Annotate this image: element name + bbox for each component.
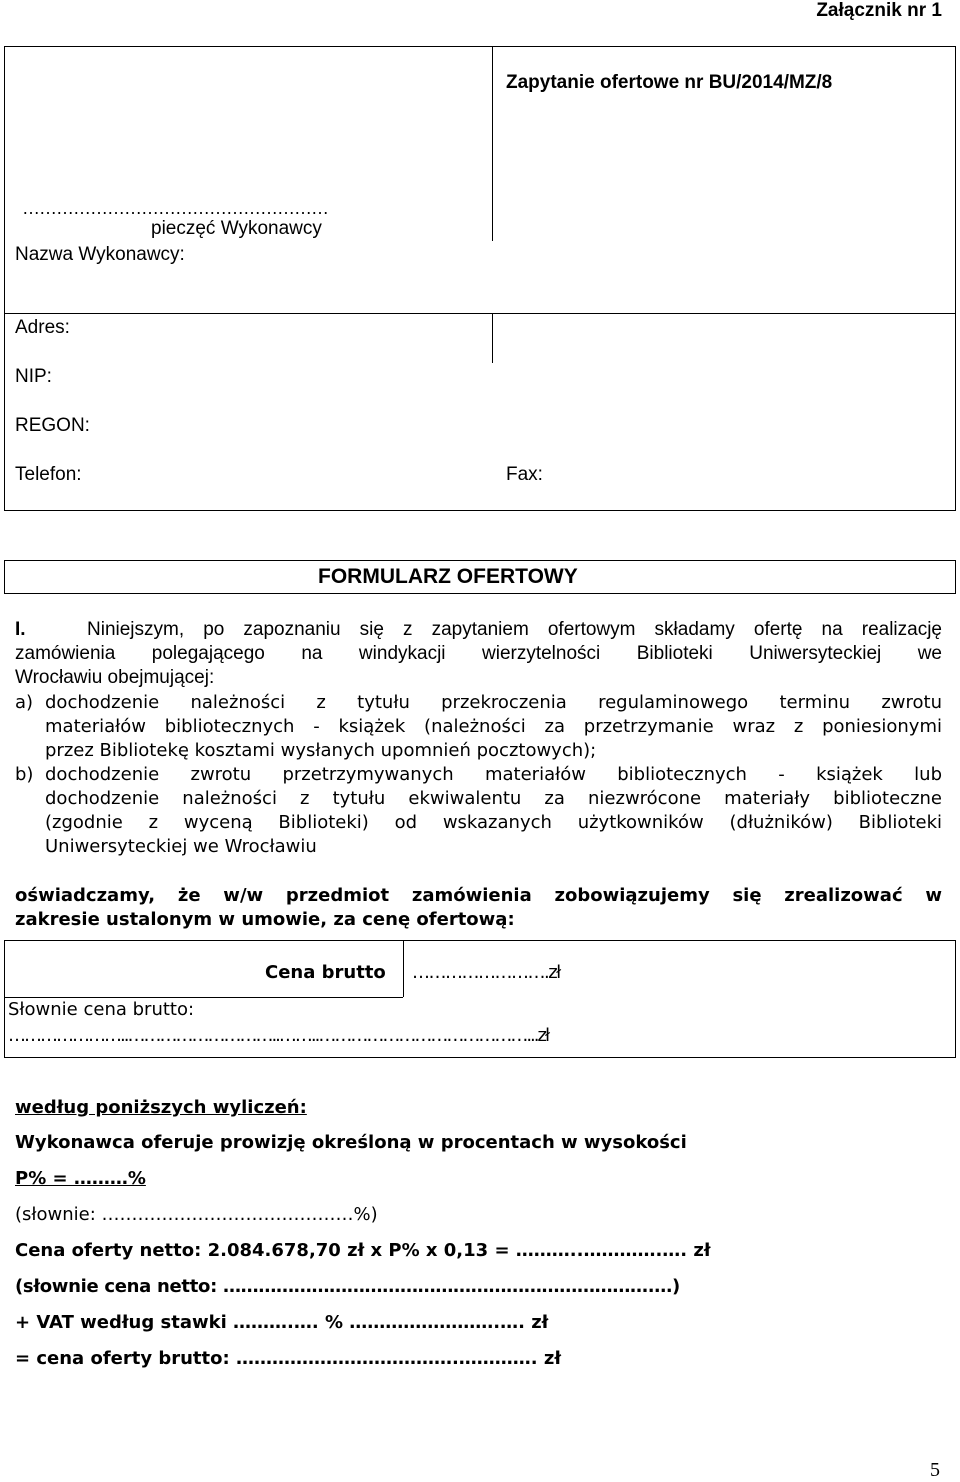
address-label: Adres:: [15, 317, 70, 338]
item-b-line: (zgodnie z wyceną Biblioteki) od wskazanych użytkowników (dłużników) Biblioteki: [45, 812, 942, 833]
item-b-line: dochodzenie zwrotu przetrzymywanych materiałów bibliotecznych - książek lub: [45, 764, 942, 785]
item-b-line: Uniwersyteckiej we Wrocławiu: [45, 836, 317, 857]
vat-line[interactable]: + VAT według stawki ……….…. % …………………….…. zł: [15, 1312, 549, 1333]
address-divider: [492, 313, 493, 363]
net-price-words[interactable]: (słownie cena netto: ……………………………………………………………….…): [15, 1276, 680, 1297]
stamp-dots: ………………………………………………: [22, 198, 328, 218]
item-a-line: materiałów bibliotecznych - książek (należności za przetrzymanie wraz z poniesionymi: [45, 716, 942, 737]
nip-label: NIP:: [15, 366, 52, 387]
name-divider: [5, 313, 955, 314]
commission-line: Wykonawca oferuje prowizję określoną w procentach w wysokości: [15, 1132, 687, 1153]
attachment-label: Załącznik nr 1: [816, 0, 942, 21]
gross-words-value[interactable]: …………………..………………………..……..…………………………………...zł: [8, 1025, 549, 1046]
percentage-line[interactable]: P% = ………%: [15, 1168, 146, 1189]
item-b-line: dochodzenie należności z tytułu ekwiwalentu za niezwrócone materiały biblioteczne: [45, 788, 942, 809]
gross-price-value[interactable]: …………………….zł: [412, 962, 560, 983]
net-price-line[interactable]: Cena oferty netto: 2.084.678,70 zł x P% x 0,13 = ………..………….…. zł: [15, 1240, 711, 1261]
contractor-table: [4, 46, 956, 511]
gross-words-label: Słownie cena brutto:: [8, 999, 195, 1020]
section-numeral: I.: [15, 619, 26, 640]
stamp-divider: [492, 47, 493, 241]
item-b-marker: b): [15, 764, 34, 785]
declaration-line-2: zakresie ustalonym w umowie, za cenę ofertową:: [15, 909, 515, 930]
item-a-line: dochodzenie należności z tytułu przekroczenia regulaminowego terminu zwrotu: [45, 692, 942, 713]
calc-heading: według poniższych wyliczeń:: [15, 1097, 307, 1118]
form-title: FORMULARZ OFERTOWY: [318, 565, 578, 588]
contractor-name-label: Nazwa Wykonawcy:: [15, 244, 185, 265]
intro-line-2: zamówienia polegającego na windykacji wierzytelności Biblioteki Uniwersyteckiej we: [15, 643, 942, 664]
item-a-line: przez Bibliotekę kosztami wysłanych upomnień pocztowych);: [45, 740, 597, 761]
phone-label: Telefon:: [15, 464, 82, 485]
intro-line-3: Wrocławiu obejmującej:: [15, 667, 215, 688]
inquiry-title: Zapytanie ofertowe nr BU/2014/MZ/8: [506, 72, 833, 93]
gross-offer-line[interactable]: = cena oferty brutto: ……………………………….…………. zł: [15, 1348, 562, 1369]
gross-price-label: Cena brutto: [265, 962, 386, 983]
regon-label: REGON:: [15, 415, 90, 436]
item-a-marker: a): [15, 692, 34, 713]
price-divider-vertical: [403, 941, 404, 997]
stamp-label: pieczęć Wykonawcy: [151, 218, 322, 239]
fax-label: Fax:: [506, 464, 543, 485]
intro-line-1: Niniejszym, po zapoznaniu się z zapytaniem ofertowym składamy ofertę na realizację: [87, 619, 942, 640]
declaration-line-1: oświadczamy, że w/w przedmiot zamówienia zobowiązujemy się zrealizować w: [15, 885, 942, 906]
page-number: 5: [930, 1459, 940, 1481]
percentage-words[interactable]: (słownie: ……………………………………%): [15, 1204, 378, 1225]
